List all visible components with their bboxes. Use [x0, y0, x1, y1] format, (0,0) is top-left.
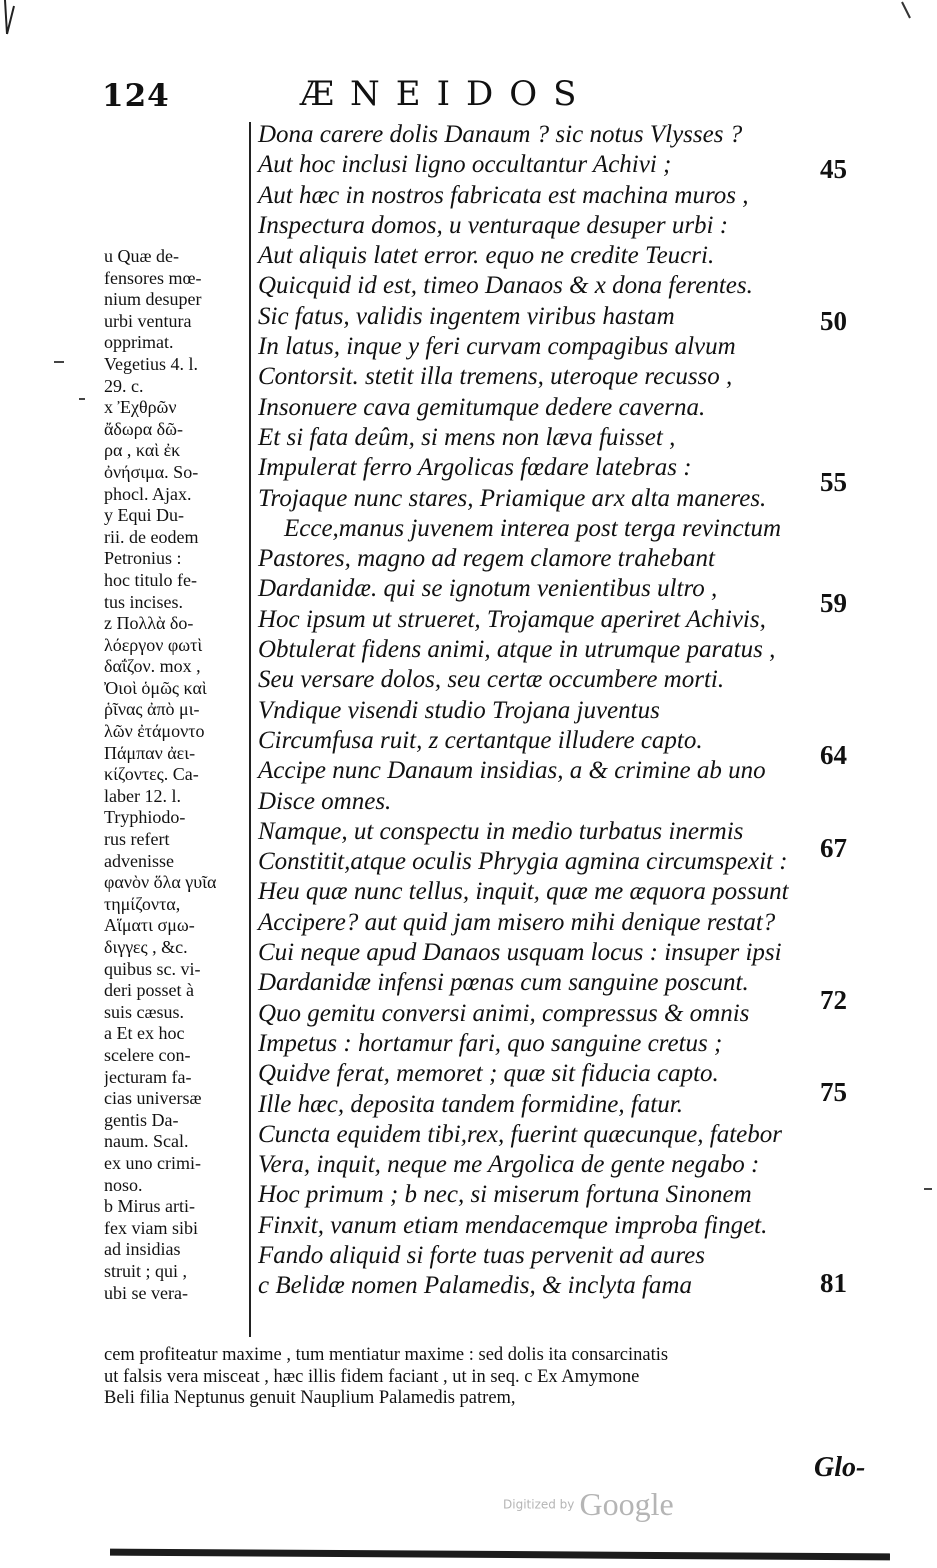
verse-line: Insonuere cava gemitumque dedere caverna. [258, 393, 706, 421]
side-note-line: ὀνήσιμα. So- [104, 461, 199, 482]
watermark-prefix: Digitized by [503, 1497, 575, 1512]
side-note-line: ἄδωρα δῶ- [104, 418, 183, 439]
verse-line: Trojaque nunc stares, Priamique arx alta maneres. [258, 484, 767, 512]
side-note-line: a Et ex hoc [104, 1023, 185, 1044]
side-note-line: z Πολλὰ δο- [104, 613, 194, 634]
verse-line: Vndique visendi studio Trojana juventus [258, 696, 660, 724]
side-note-line: δαΐζον. mox , [104, 656, 201, 677]
watermark-brand: Google [579, 1486, 674, 1522]
side-note-line: τημίζοντα, [104, 893, 181, 914]
footer-note-line: ut falsis vera misceat , hæc illis fidem faciant , ut in seq. c Ex Amymone [104, 1366, 640, 1387]
verse-line: Vera, inquit, neque me Argolica de gente negabo : [258, 1151, 760, 1179]
verse-line: Quo gemitu conversi animi, compressus & omnis [258, 999, 750, 1027]
side-note-line: ubi se vera- [104, 1282, 188, 1303]
verse-line: Cuncta equidem tibi,rex, fuerint quæcunque, fatebor [258, 1120, 782, 1148]
verse-line: Disce omnes. [258, 787, 392, 815]
margin-dash-mark [79, 398, 85, 400]
verse-line: Sic fatus, validis ingentem viribus hastam [258, 302, 675, 330]
side-note-line: rus refert [104, 829, 170, 850]
side-note-line: Tryphiodo- [104, 807, 186, 828]
line-number: 67 [820, 833, 847, 863]
side-note-line: y Equi Du- [104, 505, 184, 526]
side-note-line: nium desuper [104, 289, 202, 310]
side-note-line: struit ; qui , [104, 1260, 188, 1281]
running-title: ÆNEIDOS [300, 74, 593, 114]
verse-line: Dona carere dolis Danaum ? sic notus Vlysses ? [258, 121, 743, 148]
bottom-edge-bar [110, 1549, 890, 1561]
verse-line: Accipere? aut quid jam misero mihi denique restat? [258, 908, 776, 936]
column-rule [249, 122, 251, 1337]
line-number: 75 [820, 1077, 847, 1107]
verse-line: Seu versare dolos, seu certæ occumbere morti. [258, 666, 725, 694]
verse-line: Obtulerat fidens animi, atque in utrumque paratus , [258, 636, 776, 664]
verse-line: Contorsit. stetit illa tremens, uteroque recusso , [258, 363, 733, 391]
footer-notes [104, 1345, 894, 1410]
side-note-line: ad insidias [104, 1239, 181, 1260]
verse-line: Impetus : hortamur fari, quo sanguine cretus ; [258, 1029, 723, 1057]
footer-note-line: cem profiteatur maxime , tum mentiatur maxime : sed dolis ita consarcinatis [104, 1345, 669, 1365]
side-note-line: Αἵματι σμω- [104, 915, 195, 936]
side-note-line: ρα , καὶ ἐκ [104, 440, 181, 461]
side-note-line: laber 12. l. [104, 785, 181, 806]
side-note-line: Πάμπαν ἀει- [104, 742, 196, 763]
verse-line: In latus, inque y feri curvam compagibus alvum [258, 333, 736, 361]
line-number: 59 [820, 588, 847, 618]
side-note-line: u Quæ de- [104, 246, 179, 266]
margin-dash-mark [924, 1188, 932, 1190]
side-note-line: λῶν ἐτάμοντο [104, 721, 205, 742]
side-note-line: suis cæsus. [104, 1001, 185, 1022]
side-note-line: fex viam sibi [104, 1217, 198, 1238]
side-note-line: opprimat. [104, 332, 174, 353]
line-number: 50 [820, 306, 847, 336]
verse-line: Ille hæc, deposita tandem formidine, fatur. [258, 1090, 683, 1118]
margin-stroke-mark [2, 0, 16, 36]
verse-line: Impulerat ferro Argolicas fœdare latebras : [258, 454, 692, 482]
verse-line: Quidve ferat, memoret ; quæ sit fiducia capto. [258, 1060, 719, 1088]
side-note-line: Vegetius 4. l. [104, 353, 198, 374]
side-note-line: 29. c. [104, 375, 144, 396]
catchword: Glo- [814, 1452, 866, 1483]
side-note-line: tus incises. [104, 591, 183, 612]
verse-line: Ecce,manus juvenem interea post terga revinctum [284, 514, 782, 542]
verse-line: Constitit,atque oculis Phrygia agmina circumspexit : [258, 848, 788, 876]
verse-line: Dardanidæ. qui se ignotum venientibus ultro , [258, 575, 718, 603]
side-note-line: advenisse [104, 850, 174, 871]
margin-dash-mark [54, 361, 64, 363]
verse-line: Hoc primum ; b nec, si miserum fortuna Sinonem [258, 1181, 752, 1209]
side-note-line: fensores mœ- [104, 267, 202, 288]
side-note-line: urbi ventura [104, 310, 192, 331]
verse-line: Heu quæ nunc tellus, inquit, quæ me æquora possunt [258, 878, 789, 906]
verse-line: Finxit, vanum etiam mendacemque improba finget. [258, 1211, 768, 1239]
verse-column [258, 120, 858, 1302]
verse-line: Inspectura domos, u venturaque desuper urbi : [258, 211, 729, 239]
verse-line: Dardanidæ infensi pœnas cum sanguine poscunt. [258, 969, 749, 997]
digitized-watermark [503, 1486, 674, 1523]
verse-line: Hoc ipsum ut strueret, Trojamque aperiret Achivis, [258, 605, 766, 633]
verse-line: Aut hoc inclusi ligno occultantur Achivi ; [258, 151, 672, 179]
page-number: 124 [102, 78, 170, 114]
line-number: 64 [820, 740, 847, 770]
verse-line: Aut aliquis latet error. equo ne credite Teucri. [258, 242, 715, 270]
side-note-line: naum. Scal. [104, 1131, 189, 1152]
side-note-line: φανὸν ὅλα γυῖα [104, 872, 217, 893]
side-note-line: x Ἐχθρῶν [104, 397, 177, 418]
verse-line: Accipe nunc Danaum insidias, a & crimine ab uno [258, 757, 766, 785]
line-number: 81 [820, 1268, 847, 1298]
line-number: 55 [820, 467, 847, 497]
side-note-line: quibus sc. vi- [104, 958, 201, 979]
side-note-line: noso. [104, 1174, 143, 1195]
verse-line: Aut hæc in nostros fabricata est machina muros , [258, 181, 749, 209]
side-note-line: hoc titulo fe- [104, 569, 197, 590]
footer-note-line: Beli filia Neptunus genuit Nauplium Palamedis patrem, [104, 1388, 516, 1408]
margin-corner-mark [900, 0, 914, 22]
side-note-line: ex uno crimi- [104, 1152, 201, 1173]
side-note-line: deri posset à [104, 980, 194, 1001]
verse-line: Fando aliquid si forte tuas pervenit ad aures [258, 1241, 705, 1269]
verse-line: Quicquid id est, timeo Danaos & x dona ferentes. [258, 272, 753, 300]
side-note-line: κίζοντες. Ca- [104, 764, 199, 785]
line-number: 72 [820, 985, 847, 1015]
line-number: 45 [820, 154, 847, 184]
side-note-line: jecturam fa- [104, 1066, 192, 1087]
side-note-line: rii. de eodem [104, 526, 199, 547]
side-note-line: gentis Da- [104, 1109, 179, 1130]
side-note-line: διγγες , &c. [104, 937, 188, 957]
side-note-line: λόεργον φωτὶ [104, 634, 203, 655]
verse-line: Namque, ut conspectu in medio turbatus inermis [258, 817, 744, 845]
verse-line: Cui neque apud Danaos usquam locus : insuper ipsi [258, 939, 782, 967]
side-notes [104, 246, 246, 1304]
verse-line: Pastores, magno ad regem clamore trahebant [258, 545, 715, 573]
verse-line: Et si fata deûm, si mens non læva fuisset , [258, 423, 676, 451]
side-note-line: Ὀιοὶ ὁμῶς καὶ [104, 677, 207, 698]
side-note-line: Petronius : [104, 548, 182, 569]
verse-line: c Belidæ nomen Palamedis, & inclyta fama [258, 1272, 692, 1300]
side-note-line: ῥῖνας ἀπὸ μι- [104, 699, 200, 720]
side-note-line: cias universæ [104, 1088, 202, 1109]
side-note-line: b Mirus arti- [104, 1196, 195, 1217]
verse-line: Circumfusa ruit, z certantque illudere capto. [258, 726, 703, 754]
side-note-line: scelere con- [104, 1044, 191, 1065]
side-note-line: phocl. Ajax. [104, 483, 192, 504]
